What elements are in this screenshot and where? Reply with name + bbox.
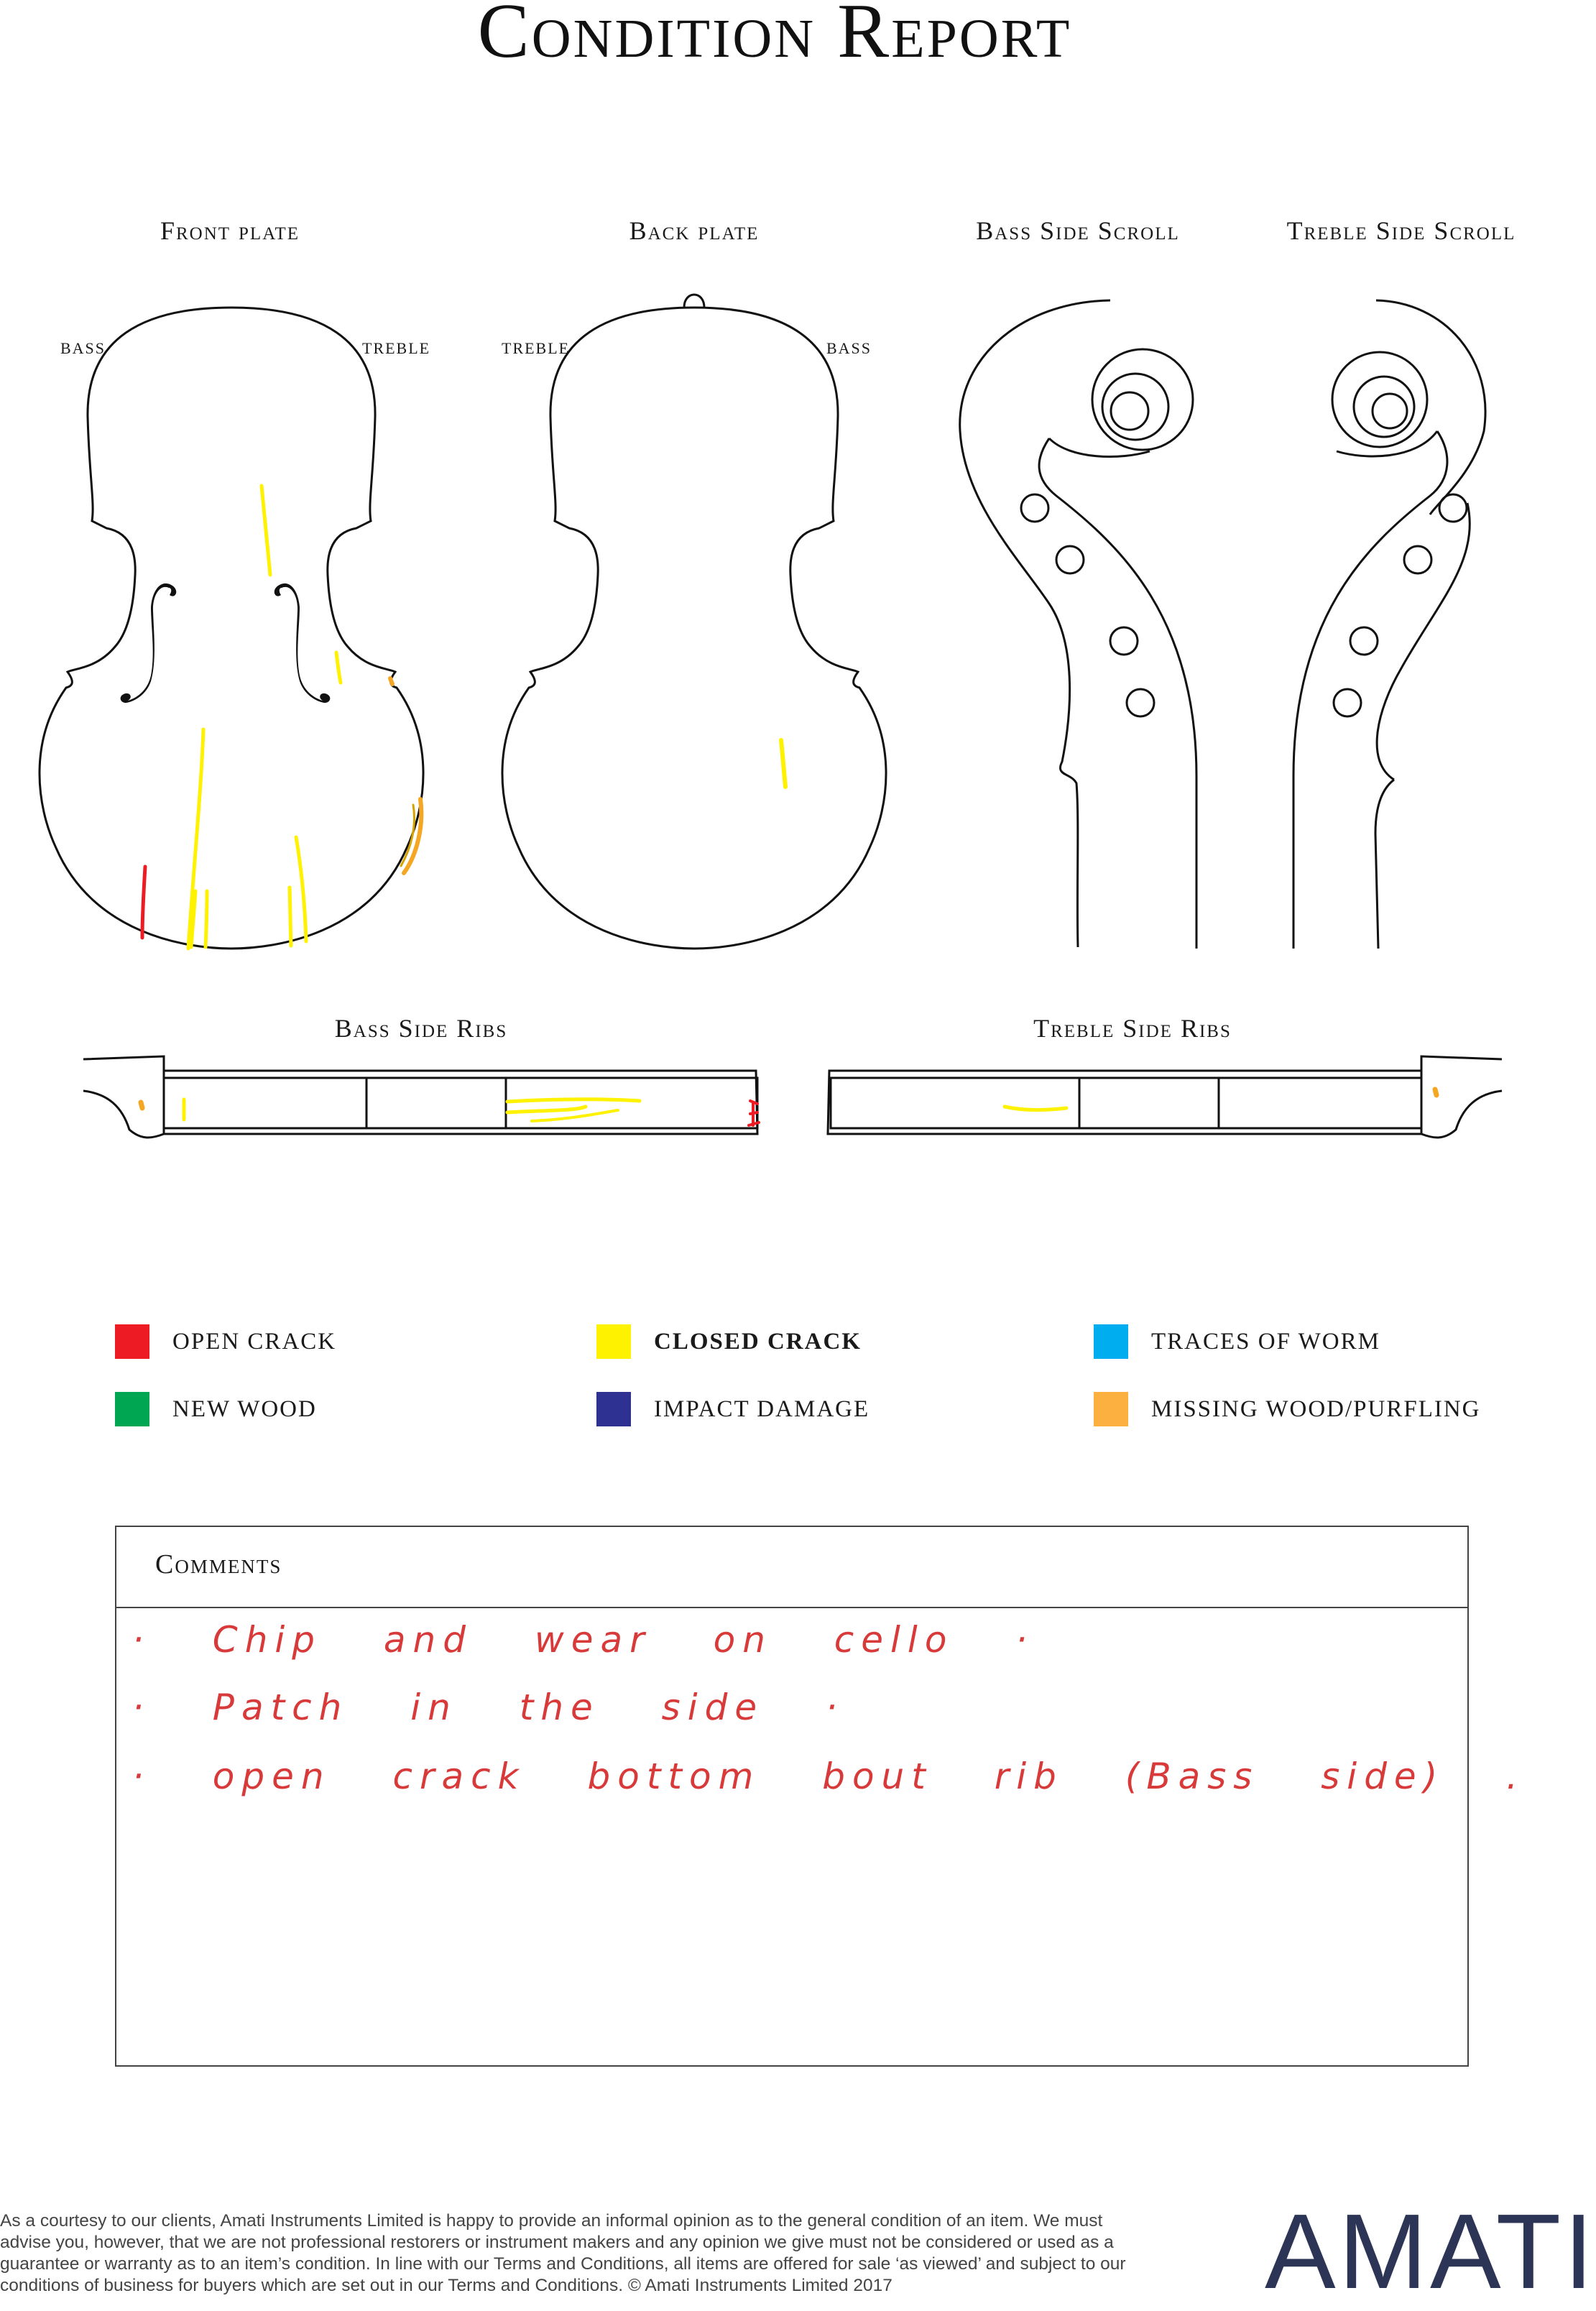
bass-side-scroll: [960, 300, 1196, 949]
closed-crack-mark: [188, 729, 203, 949]
legend-label: MISSING WOOD/PURFLING: [1151, 1396, 1481, 1422]
f-hole-treble: [275, 583, 331, 703]
closed-crack-mark: [507, 1099, 640, 1102]
back-bass-label: BASS: [826, 339, 872, 357]
closed-crack-mark: [781, 740, 785, 787]
comment-line: · Patch in the side ·: [132, 1687, 844, 1728]
closed-crack-mark: [336, 652, 341, 683]
bass-side-scroll-label: Bass Side Scroll: [976, 216, 1180, 245]
closed-crack-mark: [507, 1107, 586, 1112]
legend-new-wood: [115, 1390, 317, 1428]
amati-logo: AMATI: [1265, 2192, 1596, 2311]
closed-crack-mark: [296, 837, 306, 941]
front-treble-label: TREBLE: [362, 339, 431, 357]
legend-missing-wood: [1094, 1390, 1481, 1428]
front-plate-outline: [40, 308, 423, 949]
treble-side-scroll-label: Treble Side Scroll: [1286, 216, 1516, 245]
page-title: Condition Report: [477, 0, 1072, 74]
legend-swatch: [1094, 1392, 1128, 1426]
back-treble-label: TREBLE: [502, 339, 571, 357]
damage-markings: [141, 486, 1436, 1125]
front-f-holes: [121, 583, 331, 703]
closed-crack-mark: [290, 887, 291, 946]
comment-line: · Chip and wear on cello ·: [132, 1619, 1035, 1661]
legend-label: OPEN CRACK: [172, 1328, 337, 1355]
front-plate-label: Front plate: [160, 216, 300, 245]
closed-crack-mark: [1005, 1107, 1066, 1110]
closed-crack-mark: [262, 486, 270, 575]
legend-label: CLOSED CRACK: [654, 1328, 862, 1355]
comments-title: Comments: [155, 1549, 282, 1579]
bass-side-ribs-label: Bass Side Ribs: [334, 1014, 508, 1043]
comment-line: · open crack bottom bout rib (Bass side) .: [132, 1756, 1525, 1797]
legend-swatch: [1094, 1324, 1128, 1359]
treble-side-scroll: [1293, 300, 1485, 949]
back-plate-outline: [502, 308, 886, 949]
legend-swatch: [596, 1392, 631, 1426]
open-crack-mark: [142, 867, 145, 938]
closed-crack-mark: [206, 891, 207, 947]
open-crack-mark: [749, 1101, 759, 1125]
legend-label: IMPACT DAMAGE: [654, 1396, 870, 1422]
back-button: [684, 295, 704, 308]
back-plate-label: Back plate: [629, 216, 760, 245]
bass-side-ribs: [83, 1056, 757, 1138]
legend-swatch: [596, 1324, 631, 1359]
treble-side-ribs-label: Treble Side Ribs: [1033, 1014, 1232, 1043]
comments-box: [115, 1526, 1525, 2067]
missing-wood-mark: [141, 1102, 142, 1108]
missing-wood-mark: [390, 678, 392, 684]
legend-label: NEW WOOD: [172, 1396, 317, 1422]
treble-side-ribs: [828, 1056, 1502, 1138]
f-hole-bass: [121, 583, 177, 703]
missing-wood-mark: [1435, 1089, 1436, 1095]
legend-impact-damage: [596, 1390, 870, 1428]
comments-header: [116, 1527, 1467, 1608]
front-bass-label: BASS: [60, 339, 106, 357]
legend-swatch: [115, 1324, 149, 1359]
legend-closed-crack: [596, 1323, 862, 1360]
legend-swatch: [115, 1392, 149, 1426]
disclaimer-text: As a courtesy to our clients, Amati Instruments Limited is happy to provide an informal opinion as to the general condition of an item. We must advise you, however, that we are not professional restorers or instrument makers and any opinion we give must not be considered or used as a guarantee or warranty as to an item’s condition. In line with our Terms and Conditions, all items are offered for sale ‘as viewed’ and subject to our conditions of business for buyers which are set out in our Terms and Conditions. © Amati Instruments Limited 2017: [0, 2211, 1126, 2295]
legend-open-crack: [115, 1323, 336, 1360]
legend-traces-of-worm: [1094, 1323, 1380, 1360]
legend-label: TRACES OF WORM: [1151, 1328, 1380, 1355]
